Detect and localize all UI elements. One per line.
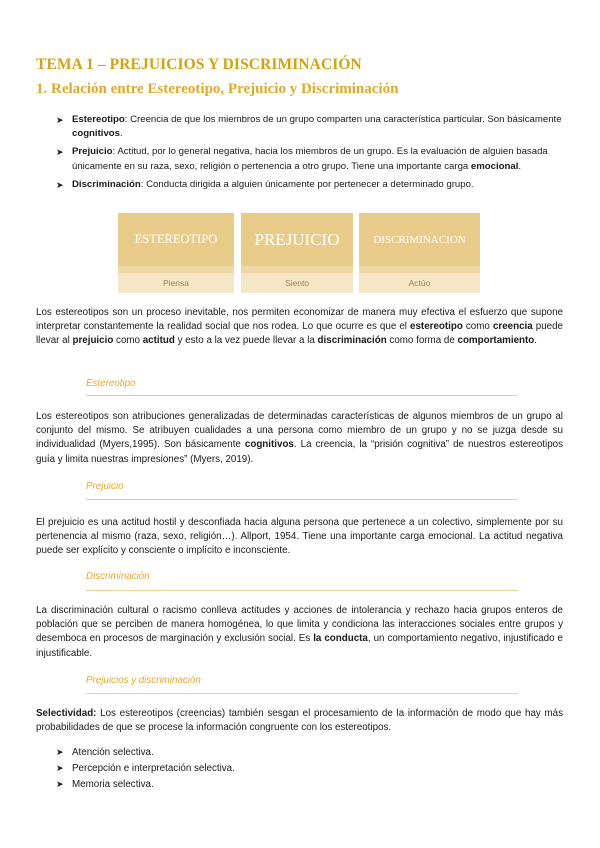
bold-word: discriminación xyxy=(317,335,387,347)
heading-rule xyxy=(86,395,518,396)
subsection-heading-prejuicio: Prejuicio xyxy=(86,481,124,492)
list-item-text: Atención selectiva. xyxy=(72,747,154,758)
diagram-box-caption: Actúo xyxy=(359,273,480,293)
definitions-list xyxy=(56,113,566,196)
text: Los estereotipos (creencias) también sesgan el procesamiento de la información de modo que hay más probabilidades de que se procese la información congruente con los estereotipos. xyxy=(36,708,563,734)
diagram-box-caption: Piensa xyxy=(118,273,234,293)
text: , un comportamiento negativo, injustificado e injustificable. xyxy=(36,633,563,659)
bullet-arrow-icon: ➤ xyxy=(56,179,64,190)
diagram-box-title: PREJUICIO xyxy=(241,213,353,266)
bullet-arrow-icon: ➤ xyxy=(56,763,64,773)
text: como forma de xyxy=(386,335,458,347)
prejuicio-paragraph: El prejuicio es una actitud hostil y desconfiada hacia alguna persona que pertenece a un colectivo, simplemente por su pertenencia al mismo (raza, sexo, religión…). Allport, 1954. Tiene una importante carga emocional. La actitud negativa puede ser explícito y consciente o implícito e inconsciente. xyxy=(36,517,563,557)
intro-paragraph xyxy=(36,306,563,349)
text: La discriminación cultural o racismo conlleva actitudes y acciones de intolerancia y rechazo hacia grupos enteros de población que se perciben de manera homogénea, lo que limita y condiciona las interacciones sociales entre grupos y desemboca en procesos de marginación y exclusión social. Es xyxy=(36,605,563,645)
heading-rule xyxy=(86,499,518,500)
list-item xyxy=(56,178,566,192)
punct: . xyxy=(119,128,123,140)
definition-text: Conducta dirigida a alguien únicamente por pertenecer a determinado grupo. xyxy=(146,178,474,190)
term: Estereotipo xyxy=(72,114,125,125)
list-item xyxy=(56,777,235,792)
text: . La creencia, la “prisión cognitiva” de nuestros estereotipos guía y limita nuestras impresiones” (Myers, 2019). xyxy=(36,439,563,465)
bold-word: actitud xyxy=(142,335,175,347)
bold-word: prejuicio xyxy=(72,335,114,347)
text: Los estereotipos son atribuciones generalizadas de determinadas características de algunos miembros de un grupo al conjunto del mismo. Se atribuyen cualidades a una persona como miembro de un grupo y no se juzga desde su individualidad (Myers,1995). Son básicamente xyxy=(36,411,563,451)
diagram-box-title: DISCRIMINACION xyxy=(359,213,480,266)
heading-rule xyxy=(86,590,518,591)
bold-word: estereotipo xyxy=(410,321,463,333)
definition-text: Actitud, por lo general negativa, hacia los miembros de un grupo. Es la evaluación de alguien basada únicamente en su raza, sexo, religión o pertenencia a otro grupo. Tiene una importante carga xyxy=(72,146,548,172)
text: y esto a la vez puede llevar a la xyxy=(174,335,318,347)
bold-word: Selectividad: xyxy=(36,708,97,719)
page-title: TEMA 1 – PREJUICIOS Y DISCRIMINACIÓN xyxy=(36,56,362,73)
discriminacion-paragraph xyxy=(36,604,563,661)
selectivity-list xyxy=(56,745,235,793)
text: . xyxy=(534,335,537,347)
bold-word: la conducta xyxy=(313,633,368,645)
punct: . xyxy=(518,160,522,172)
text: Los estereotipos son un proceso inevitable, nos permiten economizar de manera muy efectiva el esfuerzo que supone interpretar constantemente la realidad social que nos rodea. Lo que ocurre es que el xyxy=(36,307,563,333)
section-heading: 1. Relación entre Estereotipo, Prejuicio y Discriminación xyxy=(36,81,399,97)
concept-diagram xyxy=(118,213,480,293)
list-item xyxy=(56,745,235,760)
bullet-arrow-icon: ➤ xyxy=(56,779,64,789)
diagram-box-title: ESTEREOTIPO xyxy=(118,213,234,266)
bold-word: cognitivos xyxy=(244,439,294,451)
diagram-box-prejuicio xyxy=(241,213,353,293)
selectividad-paragraph xyxy=(36,707,563,735)
separator: : xyxy=(112,146,118,158)
diagram-box-estereotipo xyxy=(118,213,234,293)
bold-word: comportamiento xyxy=(457,335,535,347)
subsection-heading-prejuicios-discriminacion: Prejuicios y discriminación xyxy=(86,675,201,686)
bold-word: cognitivos xyxy=(72,128,120,140)
separator: : xyxy=(140,178,147,190)
subsection-heading-estereotipo: Estereotipo xyxy=(86,378,136,389)
bold-word: creencia xyxy=(492,321,533,333)
text: puede llevar al xyxy=(36,321,564,347)
bold-word: emocional xyxy=(470,160,519,172)
term: Discriminación xyxy=(72,178,141,190)
heading-rule xyxy=(86,693,518,694)
bullet-arrow-icon: ➤ xyxy=(56,147,64,158)
subsection-heading-discriminacion: Discriminación xyxy=(86,571,150,582)
term: Prejuicio xyxy=(72,146,113,158)
list-item xyxy=(56,113,566,141)
bullet-arrow-icon: ➤ xyxy=(56,115,64,125)
estereotipo-paragraph xyxy=(36,410,563,467)
definition-text: Creencia de que los miembros de un grupo comparten una característica particular. Son básicamente xyxy=(130,114,562,125)
separator: : xyxy=(124,114,131,125)
diagram-box-caption: Siento xyxy=(241,273,353,293)
text: como xyxy=(113,335,143,347)
list-item xyxy=(56,761,235,776)
text: como xyxy=(462,321,493,333)
diagram-box-discriminacion xyxy=(359,213,480,293)
list-item xyxy=(56,145,566,173)
bullet-arrow-icon: ➤ xyxy=(56,747,64,757)
list-item-text: Percepción e interpretación selectiva. xyxy=(72,763,235,774)
list-item-text: Memoria selectiva. xyxy=(72,779,154,790)
